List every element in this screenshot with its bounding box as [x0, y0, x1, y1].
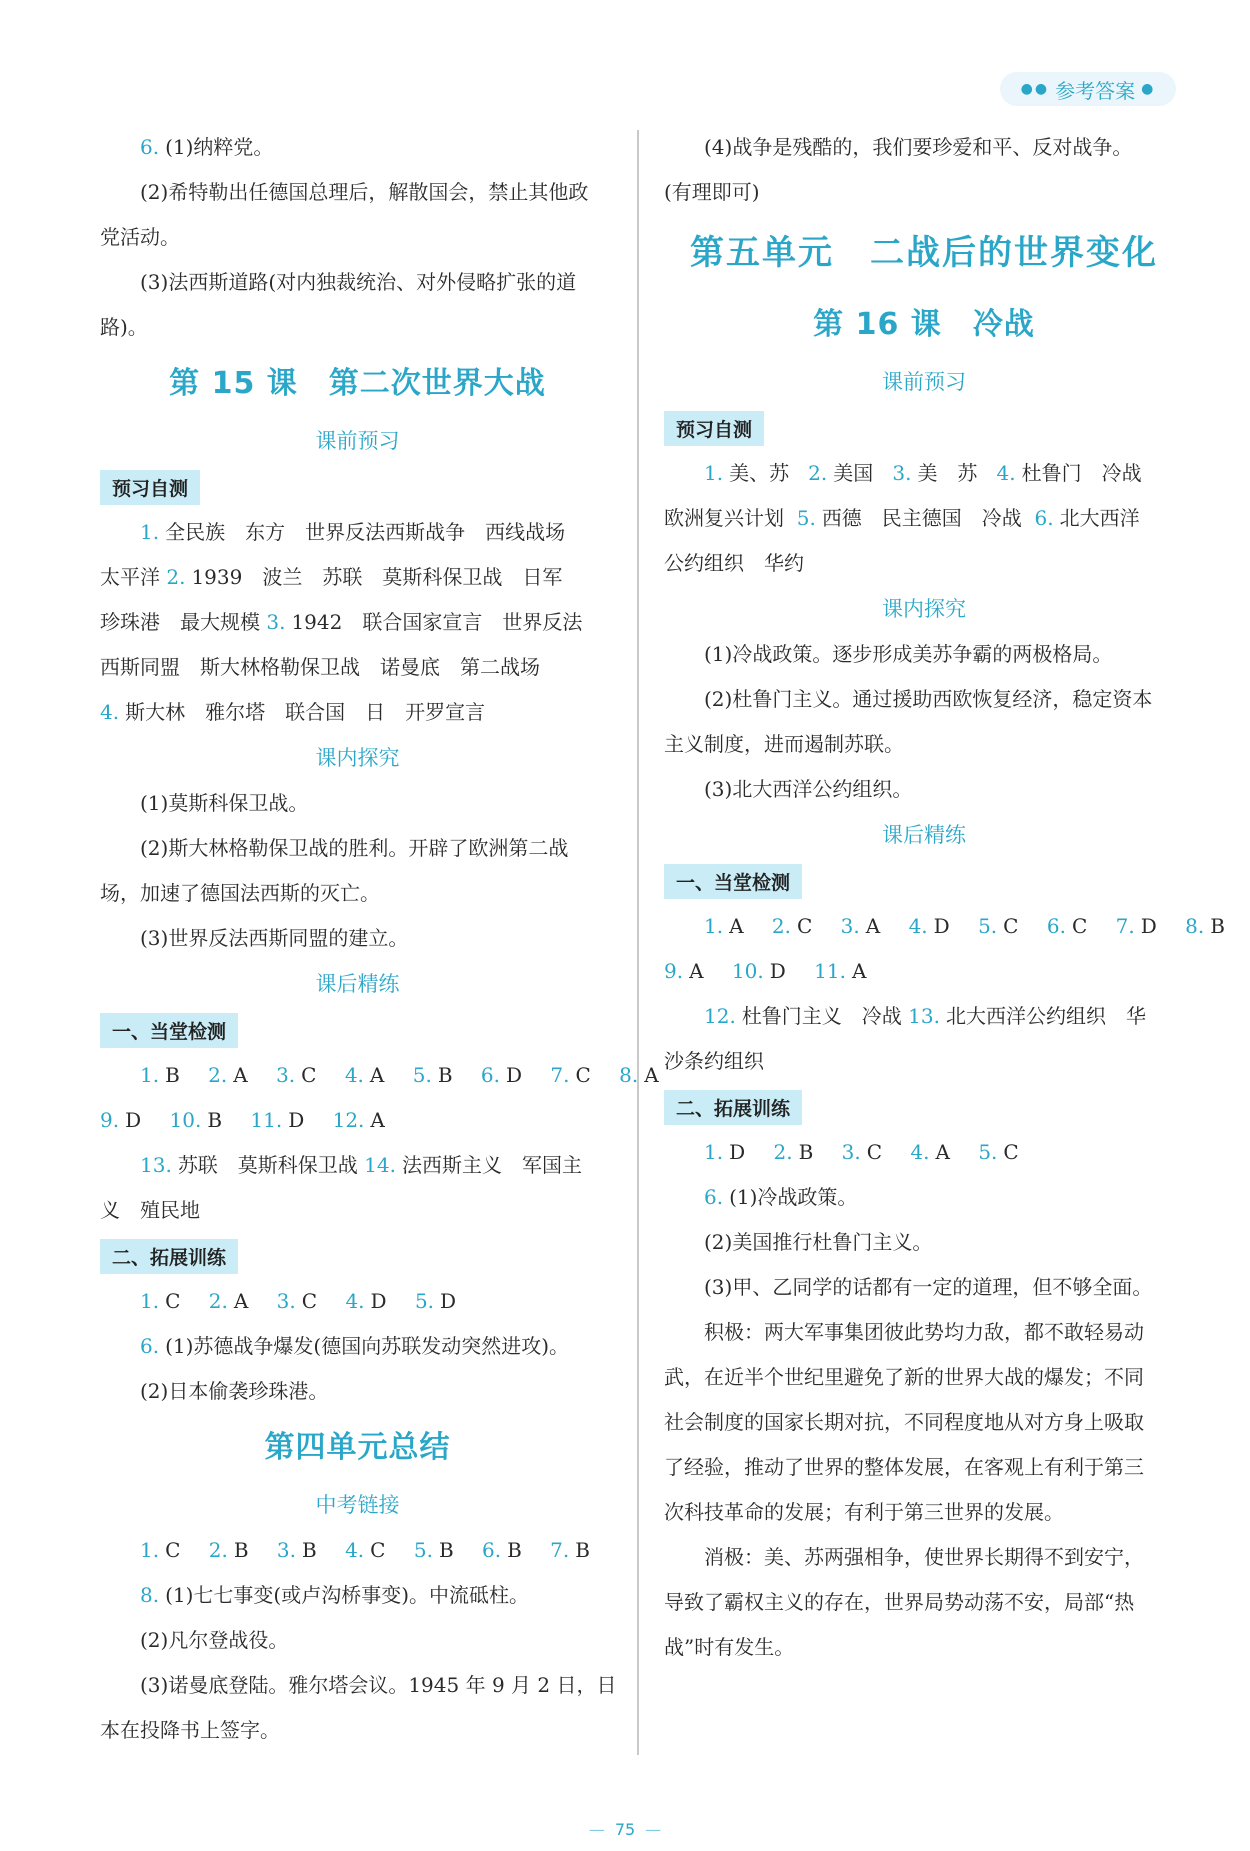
unit-title: 第五单元 二战后的世界变化 — [690, 233, 1158, 273]
answer-line: 武，在近半个世纪里避免了新的世界大战的爆发；不同 — [664, 1365, 1144, 1389]
section-tag: 二、拓展训练 — [100, 1239, 238, 1274]
left-column — [100, 125, 659, 1753]
lesson-title: 第 16 课 冷战 — [813, 307, 1035, 342]
section-tag: 预习自测 — [100, 470, 200, 505]
answer-line: (3)诺曼底登陆。雅尔塔会议。1945 年 9 月 2 日，日 — [140, 1673, 617, 1697]
answer-line: 场，加速了德国法西斯的灭亡。 — [100, 881, 380, 905]
dots-decoration-icon: ●● — [1020, 81, 1050, 97]
answer-line: (3)法西斯道路(对内独裁统治、对外侵略扩张的道 — [140, 270, 577, 294]
section-tag: 二、拓展训练 — [664, 1090, 802, 1125]
dash-decoration: — — [588, 1820, 605, 1839]
answer-line: 路)。 — [100, 315, 148, 339]
answer-line: (4)战争是残酷的，我们要珍爱和平、反对战争。 — [704, 135, 1133, 159]
section-title: 课内探究 — [315, 746, 400, 770]
page-number — [0, 1820, 1250, 1839]
answer-line: (3)甲、乙同学的话都有一定的道理，但不够全面。 — [704, 1275, 1153, 1299]
page-number-value: 75 — [614, 1820, 636, 1839]
answer-line: 党活动。 — [100, 225, 180, 249]
answer-line: 12. 杜鲁门主义 冷战 13. 北大西洋公约组织 华 — [704, 1004, 1146, 1028]
answer-line: 太平洋 2. 1939 波兰 苏联 莫斯科保卫战 日军 — [100, 565, 563, 589]
answer-line: 公约组织 华约 — [664, 551, 804, 575]
answer-line: (有理即可) — [664, 180, 760, 204]
section-title: 课后精练 — [882, 823, 966, 847]
answer-line: 导致了霸权主义的存在，世界局势动荡不安，局部“热 — [664, 1590, 1135, 1614]
answer-line: 战”时有发生。 — [664, 1635, 795, 1659]
answer-line: 义 殖民地 — [100, 1198, 200, 1222]
choice-answers: 1. A 2. C 3. A 4. D 5. C 6. C 7. D 8. B — [704, 914, 1225, 938]
choice-answers: 1. D 2. B 3. C 4. A 5. C — [704, 1140, 1019, 1164]
answer-line: 1. 全民族 东方 世界反法西斯战争 西线战场 — [140, 520, 566, 544]
answer-line: (3)北大西洋公约组织。 — [704, 777, 913, 801]
answer-line: (2)美国推行杜鲁门主义。 — [704, 1230, 933, 1254]
answer-line: 社会制度的国家长期对抗，不同程度地从对方身上吸取 — [664, 1410, 1144, 1434]
section-title: 课前预习 — [882, 370, 966, 394]
choice-answers: 1. C 2. A 3. C 4. D 5. D — [140, 1289, 457, 1313]
choice-answers: 1. C 2. B 3. B 4. C 5. B 6. B 7. B — [140, 1538, 590, 1562]
answer-line: 6. (1)苏德战争爆发(德国向苏联发动突然进攻)。 — [140, 1334, 570, 1358]
answer-line: 主义制度，进而遏制苏联。 — [664, 732, 904, 756]
choice-answers: 9. D 10. B 11. D 12. A — [100, 1108, 385, 1132]
dot-decoration-icon: ● — [1141, 81, 1156, 97]
answer-line: 珍珠港 最大规模 3. 1942 联合国家宣言 世界反法 — [100, 610, 583, 634]
answer-line: 了经验，推动了世界的整体发展，在客观上有利于第三 — [664, 1455, 1144, 1479]
answer-line: (1)冷战政策。逐步形成美苏争霸的两极格局。 — [704, 642, 1113, 666]
column-divider — [637, 130, 639, 1755]
lesson-title: 第 15 课 第二次世界大战 — [169, 366, 546, 401]
answer-line: (1)莫斯科保卫战。 — [140, 791, 309, 815]
section-tag: 预习自测 — [664, 411, 764, 446]
answer-line: (3)世界反法西斯同盟的建立。 — [140, 926, 409, 950]
section-tag: 一、当堂检测 — [664, 864, 802, 899]
answer-line: (2)日本偷袭珍珠港。 — [140, 1379, 329, 1403]
section-title: 中考链接 — [315, 1493, 400, 1517]
answer-line: 本在投降书上签字。 — [100, 1718, 280, 1742]
answer-line: (2)杜鲁门主义。通过援助西欧恢复经济，稳定资本 — [704, 687, 1153, 711]
answer-line: 13. 苏联 莫斯科保卫战 14. 法西斯主义 军国主 — [140, 1153, 582, 1177]
section-title: 课后精练 — [315, 972, 400, 996]
choice-answers: 9. A 10. D 11. A — [664, 959, 867, 983]
answer-line: 6. (1)纳粹党。 — [140, 135, 274, 159]
answer-line: 西斯同盟 斯大林格勒保卫战 诺曼底 第二战场 — [100, 655, 540, 679]
dash-decoration: — — [645, 1820, 662, 1839]
answer-line: (2)希特勒出任德国总理后，解散国会，禁止其他政 — [140, 180, 589, 204]
section-title: 课前预习 — [315, 429, 400, 453]
answer-line: 积极：两大军事集团彼此势均力敌，都不敢轻易动 — [704, 1320, 1144, 1344]
answer-line: 欧洲复兴计划 5. 西德 民主德国 冷战 6. 北大西洋 — [664, 506, 1140, 530]
answer-line: 6. (1)冷战政策。 — [704, 1185, 858, 1209]
answer-line: 4. 斯大林 雅尔塔 联合国 日 开罗宣言 — [100, 700, 486, 724]
section-title: 课内探究 — [882, 597, 966, 621]
answer-line: 8. (1)七七事变(或卢沟桥事变)。中流砥柱。 — [140, 1583, 530, 1607]
answer-line: (2)斯大林格勒保卫战的胜利。开辟了欧洲第二战 — [140, 836, 569, 860]
answer-line: 次科技革命的发展；有利于第三世界的发展。 — [664, 1500, 1064, 1524]
answer-line: 消极：美、苏两强相争，使世界长期得不到安宁， — [704, 1545, 1144, 1569]
header-label: 参考答案 — [1055, 78, 1136, 103]
unit-summary-title: 第四单元总结 — [264, 1430, 451, 1465]
answer-line: (2)凡尔登战役。 — [140, 1628, 289, 1652]
header-badge — [1000, 72, 1176, 106]
answer-line: 沙条约组织 — [664, 1049, 764, 1073]
right-column — [664, 125, 1225, 1670]
section-tag: 一、当堂检测 — [100, 1013, 238, 1048]
answer-line: 1. 美、苏 2. 美国 3. 美 苏 4. 杜鲁门 冷战 — [704, 461, 1142, 485]
choice-answers: 1. B 2. A 3. C 4. A 5. B 6. D 7. C 8. A — [140, 1063, 659, 1087]
